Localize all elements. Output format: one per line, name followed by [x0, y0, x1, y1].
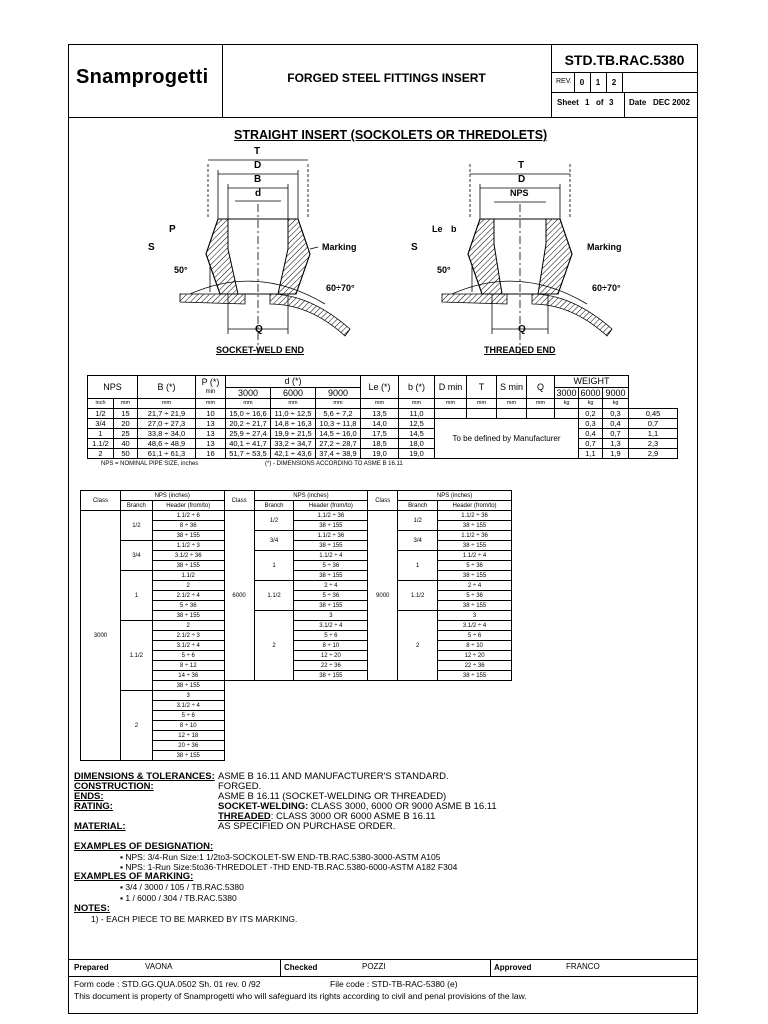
dim-cell: 2 [88, 449, 114, 459]
bevel-label: 60÷70° [326, 283, 355, 293]
weight-cell: 0,7 [579, 439, 603, 449]
marking-item: ▪ 3/4 / 3000 / 105 / TB.RAC.5380 [120, 882, 244, 892]
dim-cell: 15,0 ÷ 16,6 [226, 409, 271, 419]
header-range-cell: 22 ÷ 36 [438, 661, 512, 671]
dim-cell: 50 [114, 449, 138, 459]
footer-divider [68, 959, 698, 960]
dim-value: ASME B 16.11 AND MANUFACTURER'S STANDARD. [218, 771, 449, 782]
dim-cell: 15 [114, 409, 138, 419]
unit-cell: mm [399, 399, 435, 409]
angle-label: 50° [437, 265, 451, 275]
dim-cell: 1/2 [88, 409, 114, 419]
weight-cell: 0,4 [603, 419, 629, 429]
header-range-cell: 3.1/2 ÷ 36 [152, 551, 224, 561]
size-row [81, 541, 512, 551]
weight-cell: 0,45 [629, 409, 678, 419]
rating-sw-label: SOCKET-WELDING: [218, 801, 309, 812]
nps-header: NPS (inches) [398, 491, 512, 501]
label-Q: Q [518, 324, 526, 335]
socket-weld-caption: SOCKET-WELD END [216, 345, 305, 355]
dim-cell: 19,0 [399, 449, 435, 459]
dim-row [88, 419, 678, 429]
unit-cell: mm [316, 399, 361, 409]
branch-cell: 1 [120, 571, 152, 621]
header-range-cell: 1.1/2 ÷ 4 [438, 551, 512, 561]
label-D: D [254, 160, 262, 171]
size-row [81, 511, 512, 521]
label-S: S [148, 242, 155, 253]
unit-cell: kg [555, 399, 579, 409]
rating-th-label: THREADED [218, 811, 271, 822]
branch-header: Branch [120, 501, 152, 511]
rating-label: RATING: [74, 801, 113, 812]
units-row [88, 399, 678, 409]
header-range-cell: 5 ÷ 36 [152, 601, 224, 611]
dim-cell: 1.1/2 [88, 439, 114, 449]
socket-weld-drawing [180, 160, 350, 354]
col-q: Q [527, 376, 555, 399]
footer-divider [68, 976, 698, 977]
branch-cell: 3/4 [120, 541, 152, 571]
class-header: Class [81, 491, 121, 511]
weight-cell: 1,9 [603, 449, 629, 459]
sheet-no: 1 [585, 98, 590, 107]
material-value: AS SPECIFIED ON PURCHASE ORDER. [218, 821, 396, 832]
dim-cell: 19,9 ÷ 21,5 [271, 429, 316, 439]
designation-text: NPS: 1-Run Size:5to36-THREDOLET -THD END-TB.RAC.5380-6000-ASTM A182 F304 [125, 862, 458, 872]
threaded-caption: THREADED END [484, 345, 556, 355]
header-range-cell: 3.1/2 ÷ 4 [438, 621, 512, 631]
header-range-cell: 38 ÷ 155 [294, 601, 368, 611]
material-label: MATERIAL: [74, 821, 126, 832]
dim-cell: 11,0 [399, 409, 435, 419]
dim-cell: 10 [196, 409, 226, 419]
header-range-cell: 22 ÷ 36 [294, 661, 368, 671]
class-cell: 3000 [81, 511, 121, 761]
dim-cell: 25 [114, 429, 138, 439]
dim-cell: 16 [196, 449, 226, 459]
dim-cell: 40 [114, 439, 138, 449]
sheet-divider [624, 92, 625, 117]
dim-row [88, 449, 678, 459]
header-range-cell: 5 ÷ 6 [294, 631, 368, 641]
size-table [80, 490, 512, 761]
col-dmin: D min [435, 376, 467, 399]
rev-value: 2 [611, 78, 617, 87]
marking-title: EXAMPLES OF MARKING: [74, 871, 194, 882]
col-nps: NPS [88, 376, 138, 399]
dim-row [88, 439, 678, 449]
designation-title: EXAMPLES OF DESIGNATION: [74, 841, 214, 852]
designation-item: ▪ NPS: 3/4-Run Size:1 1/2to3-SOCKOLET-SW END-TB.RAC.5380-3000-ASTM A105 [120, 852, 441, 862]
dim-cell [555, 409, 579, 419]
unit-cell: inch [88, 399, 114, 409]
header-range-cell: 8 ÷ 10 [294, 641, 368, 651]
class-cell: 6000 [224, 511, 254, 681]
col-p: P (*) min [196, 376, 226, 399]
header-range-cell: 2.1/2 ÷ 3 [152, 631, 224, 641]
footer-col-divider [490, 959, 491, 976]
header-range-cell: 2 [152, 621, 224, 631]
col-bb: b (*) [399, 376, 435, 399]
company-logo: Snamprogetti [76, 66, 209, 88]
class-cell: 9000 [368, 511, 398, 681]
marking-text: 3/4 / 3000 / 105 / TB.RAC.5380 [125, 882, 244, 892]
specifications [74, 772, 674, 924]
header-range-header: Header (from/to) [438, 501, 512, 511]
class-col: 6000 [271, 388, 316, 399]
unit-cell: mm [435, 399, 467, 409]
header-range-cell: 5 ÷ 36 [438, 591, 512, 601]
header-range-cell: 38 ÷ 155 [152, 681, 224, 691]
branch-cell: 1/2 [120, 511, 152, 541]
branch-cell: 1 [398, 551, 438, 581]
dim-cell: 48,6 ÷ 48,9 [138, 439, 196, 449]
header-range-cell: 1.1/2 ÷ 36 [438, 511, 512, 521]
dim-cell: 37,4 ÷ 38,9 [316, 449, 361, 459]
header-range-cell: 38 ÷ 155 [294, 571, 368, 581]
weight-cell: 1,1 [629, 429, 678, 439]
header-range-cell: 3.1/2 ÷ 4 [294, 621, 368, 631]
notes-title: NOTES: [74, 903, 110, 914]
dim-row [88, 409, 678, 419]
header-range-cell: 8 ÷ 10 [152, 721, 224, 731]
form-code: Form code : STD.GG.QUA.0502 Sh. 01 rev. 0 /92 [74, 979, 261, 989]
col-smin: S min [497, 376, 527, 399]
dim-cell: 12,5 [399, 419, 435, 429]
label-T: T [518, 160, 525, 171]
class-col: 6000 [580, 387, 601, 398]
col-le: Le (*) [361, 376, 399, 399]
class-col: 9000 [603, 388, 629, 399]
header-range-cell: 38 ÷ 155 [438, 601, 512, 611]
header-range-cell: 1.1/2 ÷ 3 [152, 541, 224, 551]
header-range-cell: 3.1/2 ÷ 4 [152, 641, 224, 651]
branch-header: Branch [254, 501, 294, 511]
header-range-cell: 8 ÷ 10 [438, 641, 512, 651]
dim-cell: 13 [196, 439, 226, 449]
rev-value: 1 [595, 78, 601, 87]
designation-text: NPS: 3/4-Run Size:1 1/2to3-SOCKOLET-SW END-TB.RAC.5380-3000-ASTM A105 [125, 852, 441, 862]
dim-cell: 13 [196, 429, 226, 439]
dim-cell: 61,1 ÷ 61,3 [138, 449, 196, 459]
unit-cell: mm [361, 399, 399, 409]
insert-drawings [150, 144, 630, 370]
angle-label: 50° [174, 265, 188, 275]
class-header: Class [224, 491, 254, 511]
dim-cell: 20,2 ÷ 21,7 [226, 419, 271, 429]
rating-th-value: : CLASS 3000 OR 6000 ASME B 16.11 [270, 811, 436, 822]
dim-cell: 18,0 [399, 439, 435, 449]
class-col: 3000 [556, 387, 577, 398]
approved-label: Approved [494, 963, 532, 972]
dim-cell: 21,7 ÷ 21,9 [138, 409, 196, 419]
label-S: S [411, 242, 418, 253]
branch-cell: 1.1/2 [120, 621, 152, 691]
weight-cell: 1,1 [579, 449, 603, 459]
class-col: 3000 [226, 388, 271, 399]
unit-cell: mm [497, 399, 527, 409]
weight-cell: 0,3 [603, 409, 629, 419]
dim-cell [435, 409, 467, 419]
dim-cell: 20 [114, 419, 138, 429]
label-T: T [254, 146, 261, 157]
dim-cell: 3/4 [88, 419, 114, 429]
rev-value: 0 [579, 78, 585, 87]
dim-cell: 19,0 [361, 449, 399, 459]
dim-cell: 17,5 [361, 429, 399, 439]
branch-cell: 1.1/2 [398, 581, 438, 611]
unit-cell: mm [226, 399, 271, 409]
weight-cell: 2,9 [629, 449, 678, 459]
marking-text: 1 / 6000 / 304 / TB.RAC.5380 [125, 893, 237, 903]
unit-cell: mm [467, 399, 497, 409]
note-nps: NPS = NOMINAL PIPE SIZE, inches [101, 461, 199, 467]
header-range-cell: 38 ÷ 155 [152, 531, 224, 541]
header-range-cell: 2 [152, 581, 224, 591]
header-range-cell: 1.1/2 ÷ 4 [294, 551, 368, 561]
dim-cell: 1 [88, 429, 114, 439]
doc-code: STD.TB.RAC.5380 [564, 52, 685, 68]
header-divider [68, 117, 698, 118]
header-range-cell: 3 [294, 611, 368, 621]
bevel-label: 60÷70° [592, 283, 621, 293]
branch-cell: 1.1/2 [254, 581, 294, 611]
dim-cell: 27,0 ÷ 27,3 [138, 419, 196, 429]
header-range-cell: 3 [438, 611, 512, 621]
cons-value: FORGED. [218, 781, 262, 792]
header-range-cell: 5 ÷ 6 [152, 651, 224, 661]
checked-name: POZZI [362, 962, 386, 971]
dim-cell: 11,0 ÷ 12,5 [271, 409, 316, 419]
unit-cell: mm [138, 399, 196, 409]
col-weight: WEIGHT [555, 376, 629, 388]
dim-cell: 18,5 [361, 439, 399, 449]
header-range-cell: 38 ÷ 155 [294, 671, 368, 681]
class-col: 9000 [316, 388, 361, 399]
checked-label: Checked [284, 963, 318, 972]
label-NPS: NPS [510, 188, 529, 198]
header-range-cell: 38 ÷ 155 [294, 521, 368, 531]
dim-cell: 42,1 ÷ 43,6 [271, 449, 316, 459]
dim-cell: 51,7 ÷ 53,5 [226, 449, 271, 459]
weight-cell: 0,7 [629, 419, 678, 429]
header-range-cell: 2.1/2 ÷ 4 [152, 591, 224, 601]
size-row [81, 571, 512, 581]
unit-cell: mm [527, 399, 555, 409]
header-range-cell: 1.1/2 ÷ 6 [152, 511, 224, 521]
footer-col-divider [280, 959, 281, 976]
col-b: B (*) [138, 376, 196, 399]
dim-cell: 27,2 ÷ 28,7 [316, 439, 361, 449]
branch-cell: 1/2 [398, 511, 438, 531]
sheet-label: Sheet [557, 98, 579, 107]
col-t: T [467, 376, 497, 399]
approved-name: FRANCO [566, 962, 600, 971]
ends-value: ASME B 16.11 (SOCKET-WELDING OR THREADED) [218, 791, 447, 802]
branch-cell: 2 [398, 611, 438, 681]
nps-header: NPS (inches) [120, 491, 224, 501]
header-range-cell: 3 [152, 691, 224, 701]
dim-row [88, 429, 678, 439]
label-D: D [518, 174, 526, 185]
header-range-cell: 38 ÷ 155 [294, 541, 368, 551]
cons-label: CONSTRUCTION: [74, 781, 154, 792]
col-d: d (*) [226, 376, 361, 388]
weight-cell: 0,2 [579, 409, 603, 419]
header-range-cell: 5 ÷ 6 [152, 711, 224, 721]
unit-cell: mm [196, 399, 226, 409]
marking-label: Marking [587, 242, 622, 252]
dim-cell: 33,8 ÷ 34,0 [138, 429, 196, 439]
label-d: d [255, 188, 262, 199]
date-label: Date [629, 98, 647, 107]
header-range-cell: 5 ÷ 36 [294, 561, 368, 571]
size-row [81, 621, 512, 631]
label-P: P [169, 224, 176, 235]
branch-cell: 2 [120, 691, 152, 761]
marking-label: Marking [322, 242, 357, 252]
rating-sw-value: CLASS 3000, 6000 OR 9000 ASME B 16.11 [308, 801, 497, 812]
label-Le: Le [432, 224, 443, 234]
note-1: 1) - EACH PIECE TO BE MARKED BY ITS MARKING. [91, 914, 298, 924]
property-notice: This document is property of Snamprogetti who will safeguard its rights according to civil and penal provisions of the law. [74, 991, 527, 1001]
dim-cell: 33,2 ÷ 34,7 [271, 439, 316, 449]
header-range-cell: 8 ÷ 36 [152, 521, 224, 531]
dim-cell: 13,5 [361, 409, 399, 419]
ends-label: ENDS: [74, 791, 104, 802]
header-range-cell: 38 ÷ 155 [438, 671, 512, 681]
dim-cell: 14,8 ÷ 16,3 [271, 419, 316, 429]
header-range-cell: 5 ÷ 36 [438, 561, 512, 571]
dim-cell: 10,3 ÷ 11,8 [316, 419, 361, 429]
dim-cell: 40,1 ÷ 41,7 [226, 439, 271, 449]
weight-cell: 0,4 [579, 429, 603, 439]
header-range-cell: 14 ÷ 36 [152, 671, 224, 681]
file-code: File code : STD-TB-RAC-5380 (e) [330, 979, 458, 989]
header-range-cell: 12 ÷ 20 [438, 651, 512, 661]
branch-cell: 3/4 [398, 531, 438, 551]
prepared-name: VAONA [145, 962, 173, 971]
dimensions-table [87, 375, 678, 459]
rev-divider [622, 72, 623, 92]
header-range-header: Header (from/to) [294, 501, 368, 511]
label-b: b [451, 224, 457, 234]
drawing-title: STRAIGHT INSERT (SOCKOLETS OR THREDOLETS) [234, 128, 548, 142]
empty-cell [294, 681, 398, 761]
empty-cell [224, 681, 294, 761]
note-asme: (*) - DIMENSIONS ACCORDING TO ASME B 16.11 [265, 461, 403, 467]
dim-cell: 13 [196, 419, 226, 429]
header-range-cell: 38 ÷ 155 [438, 541, 512, 551]
unit-cell: kg [603, 399, 629, 409]
unit-cell: mm [271, 399, 316, 409]
weight-cell: 1,3 [603, 439, 629, 449]
unit-cell: mm [114, 399, 138, 409]
header-range-cell: 38 ÷ 155 [438, 521, 512, 531]
branch-cell: 2 [254, 611, 294, 681]
header-range-cell: 8 ÷ 12 [152, 661, 224, 671]
doc-date: DEC 2002 [653, 98, 690, 107]
branch-cell: 3/4 [254, 531, 294, 551]
label-B: B [254, 174, 262, 185]
header-range-cell: 2 ÷ 4 [438, 581, 512, 591]
of-label: of [596, 98, 604, 107]
dim-cell: 14,5 [399, 429, 435, 439]
dim-label: DIMENSIONS & TOLERANCES: [74, 771, 215, 782]
header-range-cell: 38 ÷ 155 [438, 571, 512, 581]
manufacturer-note: To be defined by Manufacturer [435, 419, 579, 459]
weight-cell: 2,3 [629, 439, 678, 449]
marking-item: ▪ 1 / 6000 / 304 / TB.RAC.5380 [120, 893, 237, 903]
weight-cell: 0,7 [603, 429, 629, 439]
rev-label: REV. [556, 78, 572, 85]
header-range-header: Header (from/to) [152, 501, 224, 511]
dim-cell: 5,6 ÷ 7,2 [316, 409, 361, 419]
header-range-cell: 3.1/2 ÷ 4 [152, 701, 224, 711]
header-range-cell: 12 ÷ 18 [152, 731, 224, 741]
dim-cell [497, 409, 527, 419]
branch-header: Branch [398, 501, 438, 511]
header-range-cell: 12 ÷ 20 [294, 651, 368, 661]
header-range-cell: 20 ÷ 36 [152, 741, 224, 751]
prepared-label: Prepared [74, 963, 109, 972]
dim-cell: 25,9 ÷ 27,4 [226, 429, 271, 439]
class-header: Class [368, 491, 398, 511]
dim-cell: 14,0 [361, 419, 399, 429]
dim-cell [467, 409, 497, 419]
header-range-cell: 38 ÷ 155 [152, 561, 224, 571]
header-range-cell: 38 ÷ 155 [152, 751, 224, 761]
unit-cell: kg [579, 399, 603, 409]
branch-cell: 1 [254, 551, 294, 581]
header-range-cell: 1.1/2 ÷ 36 [294, 511, 368, 521]
header-range-cell: 2 ÷ 4 [294, 581, 368, 591]
header-range-cell: 5 ÷ 36 [294, 591, 368, 601]
doc-title: FORGED STEEL FITTINGS INSERT [287, 71, 486, 85]
header-range-cell: 5 ÷ 6 [438, 631, 512, 641]
sheet-total: 3 [609, 98, 614, 107]
header-range-cell: 1.1/2 ÷ 36 [438, 531, 512, 541]
label-Q: Q [255, 324, 263, 335]
dim-cell [527, 409, 555, 419]
header-range-cell: 1.1/2 ÷ 36 [294, 531, 368, 541]
header-range-cell: 1.1/2 [152, 571, 224, 581]
designation-item: ▪ NPS: 1-Run Size:5to36-THREDOLET -THD END-TB.RAC.5380-6000-ASTM A182 F304 [120, 862, 458, 872]
dim-cell: 14,5 ÷ 16,0 [316, 429, 361, 439]
nps-header: NPS (inches) [254, 491, 368, 501]
branch-cell: 1/2 [254, 511, 294, 531]
weight-cell: 0,3 [579, 419, 603, 429]
header-range-cell: 38 ÷ 155 [152, 611, 224, 621]
